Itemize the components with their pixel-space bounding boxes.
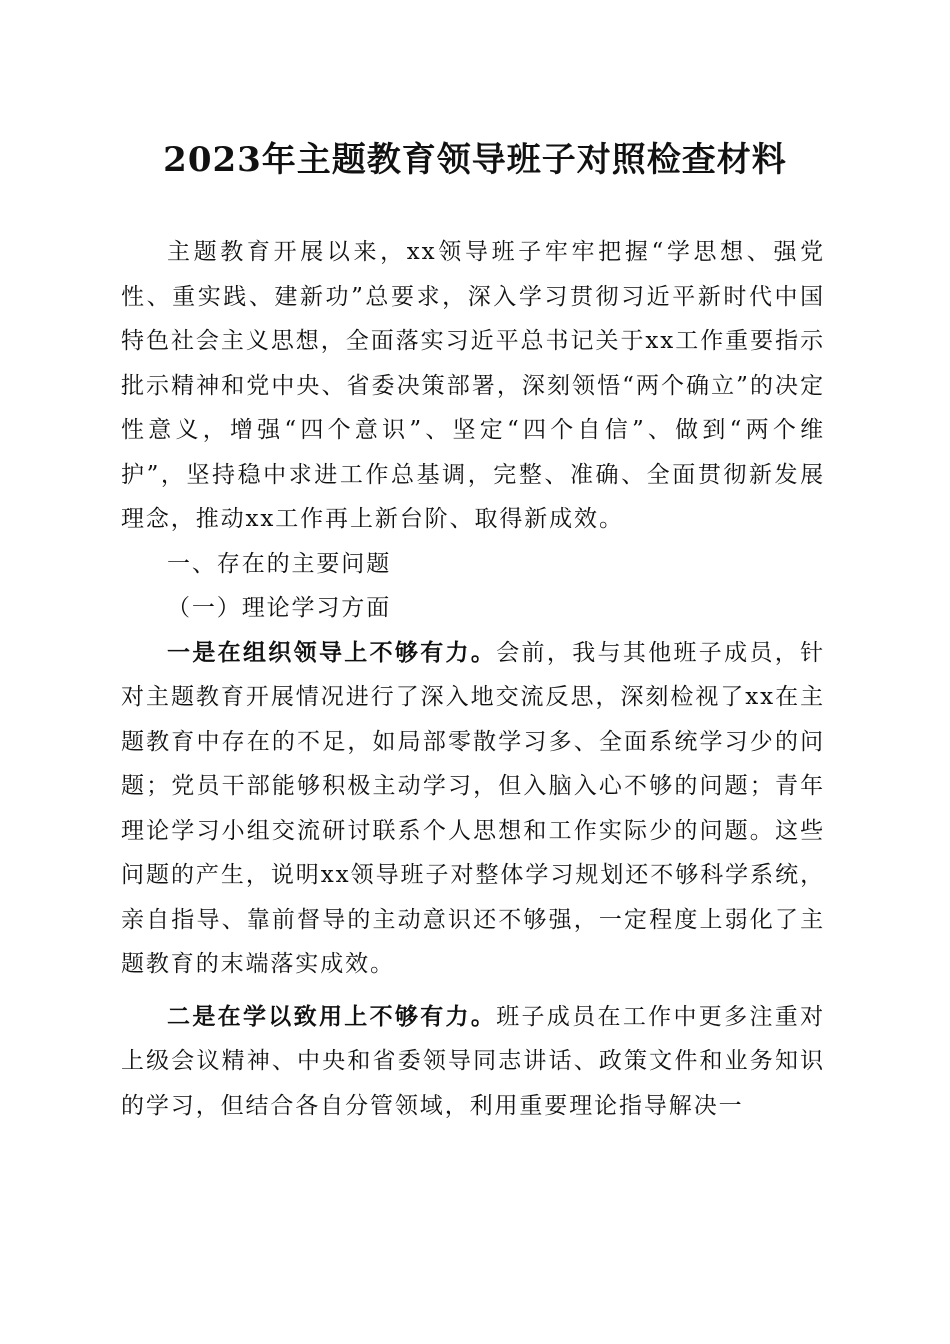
point-1-lead: 一是在组织领导上不够有力。 xyxy=(167,638,497,666)
document-body xyxy=(121,230,825,1128)
point-paragraph-2 xyxy=(121,995,825,1129)
paragraph-gap xyxy=(121,987,825,995)
subsection-heading: （一）理论学习方面 xyxy=(167,595,392,621)
point-2-body: 班子成员在工作中更多注重对上级会议精神、中央和省委领导同志讲话、政策文件和业务知识的学习，但结合各自分管领域，利用重要理论指导解决一 xyxy=(121,1003,826,1119)
point-1-body: 会前，我与其他班子成员，针对主题教育开展情况进行了深入地交流反思，深刻检视了xx在主题教育中存在的不足，如局部零散学习多、全面系统学习少的问题；党员干部能够积极主动学习，但入脑入心不够的问题；青年理论学习小组交流研讨联系个人思想和工作实际少的问题。这些问题的产生，说明xx领导班子对整体学习规划还不够科学系统，亲自指导、靠前督导的主动意识还不够强，一定程度上弱化了主题教育的末端落实成效。 xyxy=(121,639,826,977)
intro-paragraph: 主题教育开展以来，xx领导班子牢牢把握“学思想、强党性、重实践、建新功”总要求，深入学习贯彻习近平新时代中国特色社会主义思想，全面落实习近平总书记关于xx工作重要指示批示精神和党中央、省委决策部署，深刻领悟“两个确立”的决定性意义，增强“四个意识”、坚定“四个自信”、做到“两个维护”，坚持稳中求进工作总基调，完整、准确、全面贯彻新发展理念，推动xx工作再上新台阶、取得新成效。 xyxy=(121,239,825,532)
section-heading: 一、存在的主要问题 xyxy=(167,550,392,577)
document-title: 2023年主题教育领导班子对照检查材料 xyxy=(163,140,787,180)
point-paragraph-1 xyxy=(121,631,825,987)
point-2-lead: 二是在学以致用上不够有力。 xyxy=(167,1002,497,1030)
